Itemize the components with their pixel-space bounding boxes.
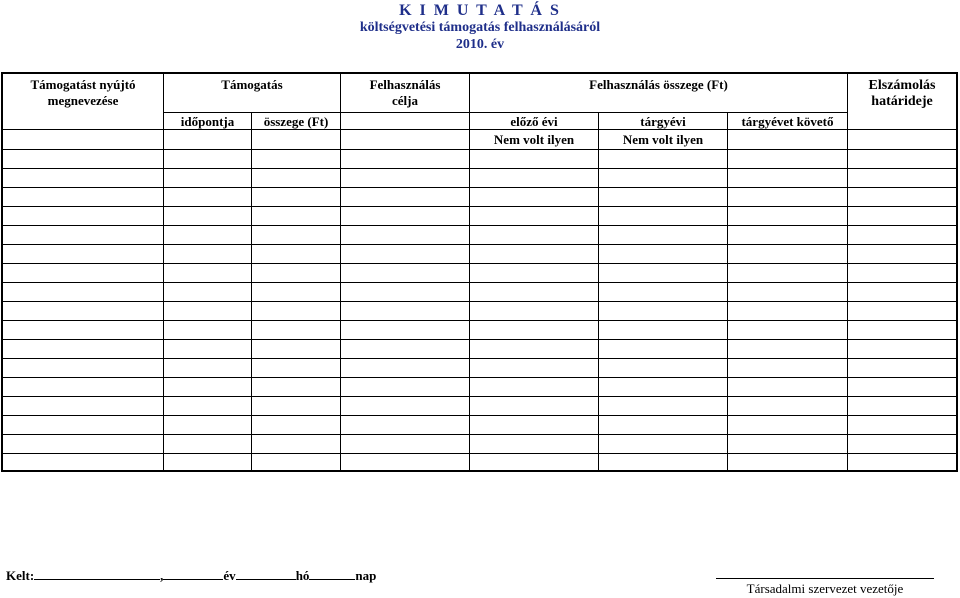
row-line: [3, 415, 956, 416]
signature-line[interactable]: [716, 578, 934, 579]
row-line: [3, 320, 956, 321]
comma-label: ,: [160, 568, 164, 583]
day-blank[interactable]: [309, 566, 355, 580]
row-line: [3, 358, 956, 359]
signature-label: Társadalmi szervezet vezetője: [746, 581, 904, 596]
row-line: [3, 396, 956, 397]
nap-label: nap: [355, 568, 377, 583]
row-line: [3, 244, 956, 245]
report-table: [1, 72, 958, 472]
col-line-next: [727, 112, 728, 470]
month-blank[interactable]: [236, 566, 296, 580]
col-line-current: [598, 112, 599, 470]
year-blank[interactable]: [163, 566, 223, 580]
header-purpose: Felhasználás célja: [369, 77, 441, 108]
col-line-provider: [163, 74, 164, 470]
ho-label: hó: [295, 568, 310, 583]
row-line: [3, 282, 956, 283]
subheader-next-year: tárgyévet követő: [741, 114, 834, 129]
subheader-current-year: tárgyévi: [640, 114, 686, 129]
header-deadline: Elszámolás határideje: [868, 78, 936, 109]
subheader-prev-year: előző évi: [510, 114, 558, 129]
header-provider: Támogatást nyújtó megnevezése: [30, 77, 136, 108]
row1-current-value: Nem volt ilyen: [622, 132, 704, 147]
col-line-deadline: [847, 74, 848, 470]
title-year: 2010. év: [455, 37, 505, 52]
row-line: [3, 206, 956, 207]
row-line: [3, 263, 956, 264]
title-subtitle: költségvetési támogatás felhasználásáról: [359, 20, 601, 35]
kelt-label: Kelt:: [6, 568, 35, 583]
header-support: Támogatás: [221, 77, 283, 92]
title-main: K I M U T A T Á S: [399, 2, 561, 19]
row-line: [3, 149, 956, 150]
col-line-purpose: [340, 74, 341, 470]
row-line: [3, 377, 956, 378]
row-line: [3, 168, 956, 169]
document-title: [0, 2, 960, 53]
row-line: [3, 434, 956, 435]
col-line-amount: [251, 112, 252, 470]
subheader-date: időpontja: [180, 114, 235, 129]
row-line: [3, 339, 956, 340]
row-line: [3, 301, 956, 302]
row-line: [3, 225, 956, 226]
header-divider: [164, 112, 847, 113]
ev-label: év: [223, 568, 236, 583]
row-line: [3, 453, 956, 454]
row1-prev-value: Nem volt ilyen: [493, 132, 575, 147]
subheader-amount: összege (Ft): [263, 114, 329, 129]
row-line: [3, 187, 956, 188]
place-blank[interactable]: [34, 566, 160, 580]
date-line: [6, 566, 376, 584]
header-usage-amount: Felhasználás összege (Ft): [589, 77, 728, 92]
